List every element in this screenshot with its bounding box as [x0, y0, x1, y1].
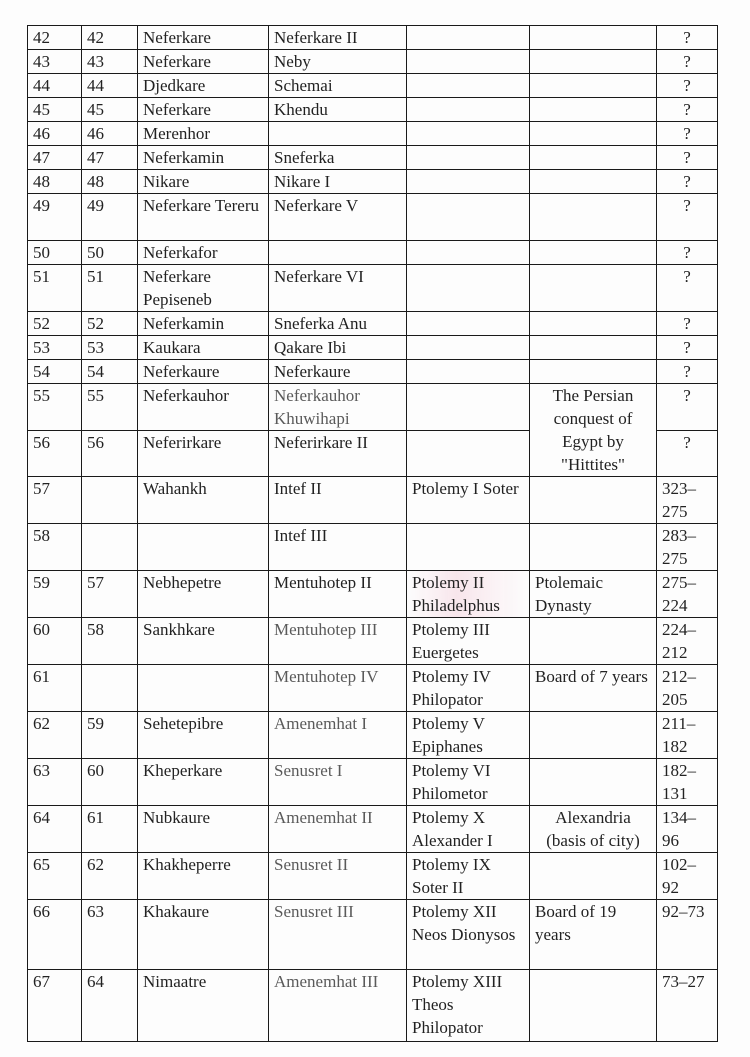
ptolemy-name: Ptolemy IX Soter II: [407, 853, 530, 900]
table-row: [28, 618, 718, 665]
years: ?: [657, 360, 718, 384]
alt-name: Amenemhat I: [269, 712, 407, 759]
note: [530, 265, 657, 312]
list-number: 47: [82, 146, 138, 170]
king-name: Kaukara: [138, 336, 269, 360]
table-row: [28, 970, 718, 1042]
years: 212– 205: [657, 665, 718, 712]
years: 92–73: [657, 900, 718, 970]
list-number: 53: [82, 336, 138, 360]
note: [530, 312, 657, 336]
ptolemy-name: [407, 431, 530, 477]
row-number: 64: [28, 806, 82, 853]
list-number: 64: [82, 970, 138, 1042]
row-number: 59: [28, 571, 82, 618]
years: ?: [657, 431, 718, 477]
note: [530, 170, 657, 194]
row-number: 58: [28, 524, 82, 571]
alt-name: Neferirkare II: [269, 431, 407, 477]
king-name: Nubkaure: [138, 806, 269, 853]
years: 283– 275: [657, 524, 718, 571]
note: [530, 477, 657, 524]
years: 134– 96: [657, 806, 718, 853]
king-name: Neferkare Tereru: [138, 194, 269, 241]
list-number: 43: [82, 50, 138, 74]
row-number: 51: [28, 265, 82, 312]
king-name: Khakheperre: [138, 853, 269, 900]
note: [530, 146, 657, 170]
alt-name: Neferkare II: [269, 26, 407, 50]
note: [530, 74, 657, 98]
note: [530, 524, 657, 571]
years: 224– 212: [657, 618, 718, 665]
note: [530, 194, 657, 241]
ptolemy-name: Ptolemy V Epiphanes: [407, 712, 530, 759]
list-number: 60: [82, 759, 138, 806]
table-row: [28, 26, 718, 50]
ptolemy-name: [407, 50, 530, 74]
row-number: 62: [28, 712, 82, 759]
note: [530, 712, 657, 759]
row-number: 61: [28, 665, 82, 712]
row-number: 55: [28, 384, 82, 431]
alt-name: Sneferka: [269, 146, 407, 170]
table-row: [28, 194, 718, 241]
king-list-table: [27, 25, 718, 1042]
table-row: [28, 241, 718, 265]
row-number: 57: [28, 477, 82, 524]
king-name: Neferkamin: [138, 146, 269, 170]
years: 323– 275: [657, 477, 718, 524]
ptolemy-name: [407, 336, 530, 360]
list-number: 42: [82, 26, 138, 50]
years: ?: [657, 312, 718, 336]
table-row: [28, 122, 718, 146]
row-number: 44: [28, 74, 82, 98]
row-number: 47: [28, 146, 82, 170]
ptolemy-name: [407, 265, 530, 312]
table-row: [28, 571, 718, 618]
alt-name: Senusret III: [269, 900, 407, 970]
row-number: 67: [28, 970, 82, 1042]
years: 275– 224: [657, 571, 718, 618]
list-number: [82, 477, 138, 524]
alt-name: [269, 241, 407, 265]
table-row: [28, 170, 718, 194]
alt-name: Neferkaure: [269, 360, 407, 384]
table-row: [28, 524, 718, 571]
king-name: [138, 665, 269, 712]
king-name: Neferkare: [138, 26, 269, 50]
ptolemy-name: [407, 122, 530, 146]
note: [530, 618, 657, 665]
list-number: 57: [82, 571, 138, 618]
ptolemy-name: [407, 360, 530, 384]
row-number: 49: [28, 194, 82, 241]
years: ?: [657, 98, 718, 122]
alt-name: Sneferka Anu: [269, 312, 407, 336]
note: [530, 241, 657, 265]
list-number: 48: [82, 170, 138, 194]
alt-name: Senusret I: [269, 759, 407, 806]
alt-name: Amenemhat III: [269, 970, 407, 1042]
king-name: [138, 524, 269, 571]
king-name: Wahankh: [138, 477, 269, 524]
alt-name: Schemai: [269, 74, 407, 98]
row-number: 48: [28, 170, 82, 194]
note-persian-conquest: The Persian conquest of Egypt by "Hittites": [530, 384, 657, 477]
table-row: [28, 50, 718, 74]
list-number: 59: [82, 712, 138, 759]
table-row: [28, 146, 718, 170]
years: ?: [657, 336, 718, 360]
ptolemy-name: Ptolemy I Soter: [407, 477, 530, 524]
note: [530, 360, 657, 384]
years: ?: [657, 50, 718, 74]
ptolemy-name: [407, 384, 530, 431]
years: 73–27: [657, 970, 718, 1042]
row-number: 53: [28, 336, 82, 360]
list-number: 55: [82, 384, 138, 431]
ptolemy-name: Ptolemy XIII Theos Philopator: [407, 970, 530, 1042]
row-number: 60: [28, 618, 82, 665]
row-number: 42: [28, 26, 82, 50]
years: ?: [657, 194, 718, 241]
alt-name: Mentuhotep III: [269, 618, 407, 665]
table-row: [28, 477, 718, 524]
note: [530, 759, 657, 806]
alt-name: Neferkare V: [269, 194, 407, 241]
king-name: Nikare: [138, 170, 269, 194]
ptolemy-name: [407, 146, 530, 170]
row-number: 46: [28, 122, 82, 146]
alt-name: Neferkauhor Khuwihapi: [269, 384, 407, 431]
alt-name: Khendu: [269, 98, 407, 122]
row-number: 65: [28, 853, 82, 900]
alt-name: Nikare I: [269, 170, 407, 194]
table-row: [28, 384, 718, 431]
king-name: Neferkamin: [138, 312, 269, 336]
note: Ptolemaic Dynasty: [530, 571, 657, 618]
list-number: 54: [82, 360, 138, 384]
ptolemy-name: Ptolemy III Euergetes: [407, 618, 530, 665]
king-name: Neferkare Pepiseneb: [138, 265, 269, 312]
king-name: Kheperkare: [138, 759, 269, 806]
ptolemy-name: Ptolemy IV Philopator: [407, 665, 530, 712]
list-number: 56: [82, 431, 138, 477]
table-row: [28, 853, 718, 900]
table-row: [28, 806, 718, 853]
alt-name: Senusret II: [269, 853, 407, 900]
list-number: 62: [82, 853, 138, 900]
row-number: 63: [28, 759, 82, 806]
years: ?: [657, 170, 718, 194]
king-name: Neferkaure: [138, 360, 269, 384]
king-name: Khakaure: [138, 900, 269, 970]
list-number: 51: [82, 265, 138, 312]
king-name: Sehetepibre: [138, 712, 269, 759]
list-number: 50: [82, 241, 138, 265]
list-number: [82, 524, 138, 571]
list-number: 49: [82, 194, 138, 241]
years: ?: [657, 241, 718, 265]
king-name: Nimaatre: [138, 970, 269, 1042]
alt-name: Intef III: [269, 524, 407, 571]
row-number: 50: [28, 241, 82, 265]
king-name: Neferkauhor: [138, 384, 269, 431]
years: 102– 92: [657, 853, 718, 900]
years: 211– 182: [657, 712, 718, 759]
ptolemy-name: Ptolemy II Philadelphus: [407, 571, 530, 618]
ptolemy-name: [407, 194, 530, 241]
table-row: [28, 98, 718, 122]
table-row: [28, 74, 718, 98]
years: ?: [657, 265, 718, 312]
years: ?: [657, 74, 718, 98]
ptolemy-name: [407, 26, 530, 50]
table-row: [28, 665, 718, 712]
ptolemy-name: [407, 74, 530, 98]
row-number: 54: [28, 360, 82, 384]
table-row: [28, 360, 718, 384]
list-number: 61: [82, 806, 138, 853]
alt-name: Mentuhotep IV: [269, 665, 407, 712]
row-number: 52: [28, 312, 82, 336]
row-number: 56: [28, 431, 82, 477]
note: [530, 26, 657, 50]
years: ?: [657, 122, 718, 146]
king-name: Nebhepetre: [138, 571, 269, 618]
years: 182– 131: [657, 759, 718, 806]
list-number: [82, 665, 138, 712]
ptolemy-name: [407, 98, 530, 122]
note: [530, 853, 657, 900]
list-number: 63: [82, 900, 138, 970]
row-number: 43: [28, 50, 82, 74]
table-row: [28, 336, 718, 360]
note: [530, 98, 657, 122]
note: Board of 7 years: [530, 665, 657, 712]
alt-name: Neferkare VI: [269, 265, 407, 312]
alt-name: Intef II: [269, 477, 407, 524]
table-row: [28, 265, 718, 312]
note: [530, 122, 657, 146]
row-number: 45: [28, 98, 82, 122]
ptolemy-name: Ptolemy VI Philometor: [407, 759, 530, 806]
note: [530, 970, 657, 1042]
king-name: Merenhor: [138, 122, 269, 146]
list-number: 58: [82, 618, 138, 665]
king-name: Neferkare: [138, 50, 269, 74]
years: ?: [657, 26, 718, 50]
note: [530, 50, 657, 74]
alt-name: Qakare Ibi: [269, 336, 407, 360]
table-row: [28, 312, 718, 336]
list-number: 52: [82, 312, 138, 336]
ptolemy-name: Ptolemy XII Neos Dionysos: [407, 900, 530, 970]
list-number: 46: [82, 122, 138, 146]
ptolemy-name: [407, 241, 530, 265]
note: Alexandria (basis of city): [530, 806, 657, 853]
ptolemy-name: [407, 170, 530, 194]
ptolemy-name: [407, 524, 530, 571]
king-name: Neferkafor: [138, 241, 269, 265]
table-row: [28, 759, 718, 806]
king-name: Djedkare: [138, 74, 269, 98]
king-name: Sankhkare: [138, 618, 269, 665]
king-name: Neferkare: [138, 98, 269, 122]
table-row: [28, 900, 718, 970]
alt-name: Mentuhotep II: [269, 571, 407, 618]
alt-name: Amenemhat II: [269, 806, 407, 853]
note: [530, 336, 657, 360]
table-row: [28, 712, 718, 759]
years: ?: [657, 384, 718, 431]
list-number: 45: [82, 98, 138, 122]
ptolemy-name: [407, 312, 530, 336]
ptolemy-name: Ptolemy X Alexander I: [407, 806, 530, 853]
list-number: 44: [82, 74, 138, 98]
alt-name: Neby: [269, 50, 407, 74]
alt-name: [269, 122, 407, 146]
note: Board of 19 years: [530, 900, 657, 970]
king-name: Neferirkare: [138, 431, 269, 477]
years: ?: [657, 146, 718, 170]
row-number: 66: [28, 900, 82, 970]
